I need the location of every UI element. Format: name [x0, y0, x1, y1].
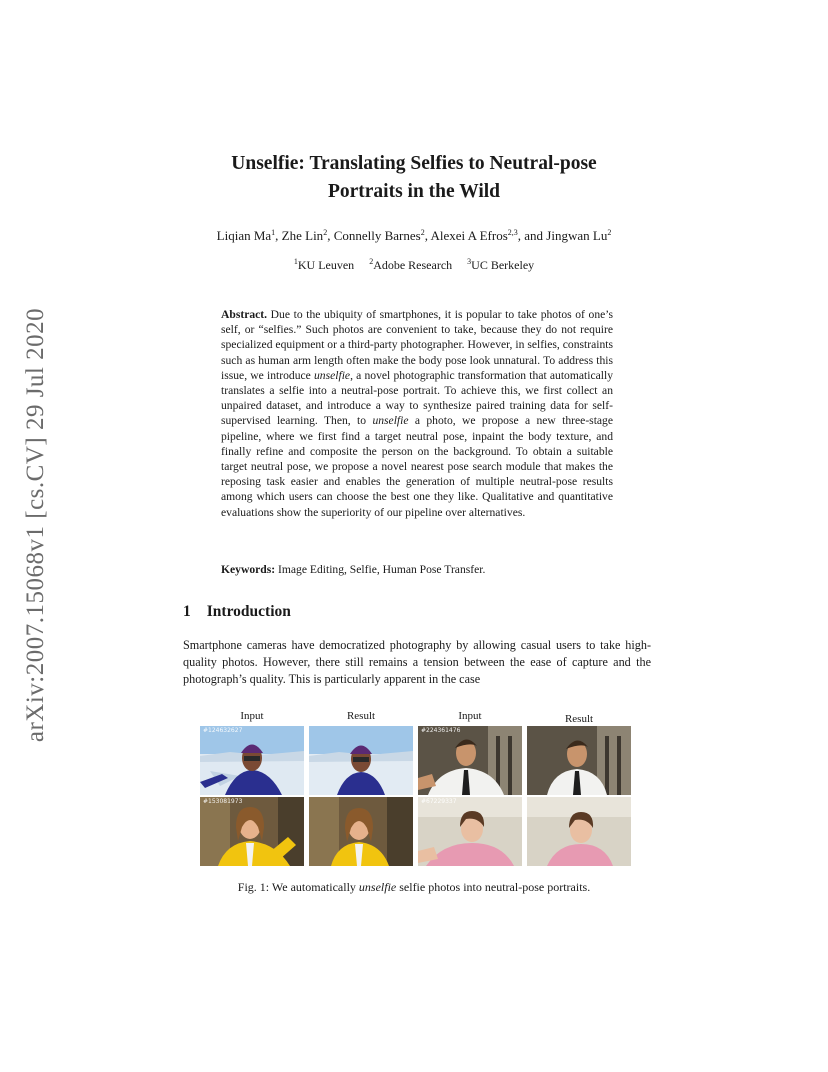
figure-caption: Fig. 1: We automatically unselfie selfie photos into neutral-pose portraits.: [237, 880, 591, 894]
photo-woman-yellow-selfie-input: [200, 797, 304, 866]
paper-title: [0, 150, 828, 206]
author-name: Zhe Lin: [281, 228, 324, 243]
section-number: 1: [183, 603, 191, 620]
column-label-input: Input: [240, 710, 264, 722]
abstract: Abstract. Due to the ubiquity of smartphones, it is popular to take photos of one’s self, or “selfies.” Such photos are convenient to take, because they do not require specialized equipment or a third-party photographer. However, in selfies, constraints such as human arm length often make the body pose look unnatural. To address this issue, we introduce unselfie, a novel photographic transformation that automatically translates a selfie into a neutral-pose portrait. To achieve this, we first collect an unpaired dataset, and introduce a way to synthesize paired training data for self-supervised learning. Then, to unselfie a photo, we propose a new three-stage pipeline, where we first find a target neutral pose, inpaint the body texture, and finally refine and composite the person on the background. To obtain a suitable target neutral pose, we propose a novel nearest pose search module that makes the reposing task easier and enables the generation of multiple neutral-pose results among which users can choose the best one they like. Qualitative and quantitative evaluations show the superiority of our pipeline over alternatives.: [221, 308, 614, 519]
affiliation-list: [0, 257, 828, 273]
photo-woman-pink-portrait-result: [527, 797, 631, 866]
photo-man-portrait-result: [527, 726, 631, 795]
column-label-result: Result: [564, 713, 594, 725]
author-name: Alexei A Efros: [430, 228, 508, 243]
image-id-label: #224361476: [421, 727, 461, 734]
photo-man-selfie-input: [418, 726, 522, 795]
image-id-label: #124632627: [203, 727, 243, 734]
author-affiliation-mark: 2,3: [507, 228, 518, 237]
keywords: Keywords: Image Editing, Selfie, Human Pose Transfer.: [221, 563, 486, 576]
author-name: Jingwan Lu: [546, 228, 608, 243]
photo-woman-pink-selfie-input: [418, 797, 522, 866]
column-label-input: Input: [458, 710, 482, 722]
arxiv-identifier-stamp: arXiv:2007.15068v1 [cs.CV] 29 Jul 2020: [22, 307, 49, 743]
title-line-1: Unselfie: Translating Selfies to Neutral-pose: [231, 153, 597, 174]
author-name: Connelly Barnes: [333, 228, 421, 243]
author-affiliation-mark: 2: [323, 228, 328, 237]
keywords-label: Keywords:: [221, 563, 276, 576]
author-list: Liqian Ma$^1$, Zhe Lin$^2$, Connelly Barnes$^2$, Alexei A Efros$^{2,3}$, and Jingwan Lu$^2$: [216, 228, 612, 243]
section-heading: [183, 603, 291, 621]
abstract-label: Abstract.: [221, 308, 268, 321]
photo-woman-yellow-portrait-result: [309, 797, 413, 866]
section-title: Introduction: [206, 603, 291, 620]
author-affiliation-mark: 1: [271, 228, 276, 237]
author-affiliation-mark: 2: [420, 228, 425, 237]
intro-paragraph: Smartphone cameras have democratized photography by allowing casual users to take high-quality photos. However, there still remains a tension between the ease of capture and the photograph’s quality. This is particularly apparent in the case: [183, 638, 651, 686]
image-id-label: #67229337: [421, 798, 457, 805]
affiliation: $^1$KU Leuven: [293, 257, 355, 272]
figure-image-grid: [200, 726, 632, 866]
image-id-label: #153081973: [203, 798, 243, 805]
column-label-result: Result: [346, 710, 376, 722]
author-affiliation-mark: 2: [607, 228, 612, 237]
photo-snow-portrait-result: [309, 726, 413, 795]
affiliation: $^3$UC Berkeley: [467, 257, 535, 272]
photo-snow-selfie-input: [200, 726, 304, 795]
figure-column-labels: [0, 710, 828, 726]
title-line-2: Portraits in the Wild: [327, 181, 501, 202]
affiliation: $^2$Adobe Research: [369, 257, 453, 272]
author-name: Liqian Ma: [216, 228, 272, 243]
